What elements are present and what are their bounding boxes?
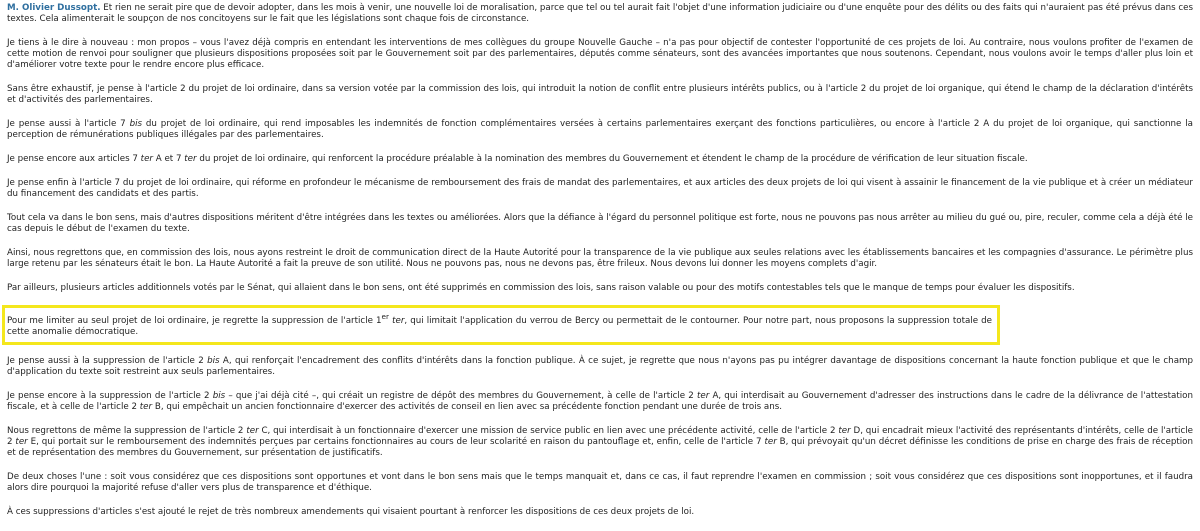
paragraph-11 [7, 356, 1193, 378]
paragraph-13-text-a: Nous regrettons de même la suppression de l'article 2 [7, 425, 247, 436]
paragraph-12-text-c: A, qui interdisait au Gouvernement d'adresser des instructions dans le cadre de la délivrance de l'attestation fiscale, et à celle de l'article 2 [7, 390, 1193, 412]
paragraph-13-text-e: B, qui prévoyait qu'un décret définisse les conditions de prise en charge des frais de réception et de représentation des membres du Gouvernement, sur présentation de justificatifs. [7, 436, 1193, 458]
paragraph-6: Je pense enfin à l'article 7 du projet de loi ordinaire, qui réforme en profondeur le mécanisme de remboursement des frais de mandat des parlementaires, et aux articles des deux projets de loi qui visent à assainir le financement de la vie publique et à créer un médiateur du financement des candidats et des partis. [7, 178, 1193, 199]
paragraph-10 [7, 311, 992, 338]
paragraph-2: Je tiens à le dire à nouveau : mon propos – vous l'avez déjà compris en entendant les interventions de mes collègues du groupe Nouvelle Gauche – n'a pas pour objectif de contester l'opportunité de ces projets de loi. Au contraire, nous voulons profiter de l'examen de cette motion de renvoi pour souligner que plusieurs dispositions proposées soit par le Gouvernement soit par des parlementaires, députés comme sénateurs, sont des avancées importantes que nous soutenons. Cependant, nous voulons avoir le temps d'aller plus loin et d'améliorer votre texte pour le rendre encore plus efficace. [7, 38, 1193, 70]
paragraph-10-text-b: , qui limitait l'application du verrou de Bercy ou permettait de le contourner. Pour notre part, nous proposons la suppression totale de cette anomalie démocratique. [7, 315, 992, 337]
paragraph-7: Tout cela va dans le bon sens, mais d'autres dispositions méritent d'être intégrées dans les textes ou améliorées. Alors que la défiance à l'égard du personnel politique est forte, nous ne pouvons pas nous arrêter au milieu du gué ou, pire, reculer, comme cela a déjà été le cas depuis le début de l'examen du texte. [7, 213, 1193, 234]
paragraph-10-superscript: er [381, 312, 389, 321]
highlighted-paragraph-box [2, 305, 1000, 345]
paragraph-4 [7, 119, 1193, 141]
paragraph-10-italic: ter [392, 315, 405, 326]
paragraph-12-italic-2: ter [696, 390, 710, 401]
paragraph-11-text-a: Je pense aussi à la suppression de l'article 2 [7, 355, 208, 366]
paragraph-10-text-a: Pour me limiter au seul projet de loi ordinaire, je regrette la suppression de l'article 1 [7, 315, 382, 326]
paragraph-8: Ainsi, nous regrettons que, en commission des lois, nous ayons restreint le droit de communication direct de la Haute Autorité pour la transparence de la vie publique aux seules relations avec les établissements bancaires et les compagnies d'assurance. Le périmètre plus large retenu par les sénateurs était le bon. La Haute Autorité a fait la preuve de son utilité. Nous ne pouvons pas, nous ne devons pas, être frileux. Nous devons lui donner les moyens complets d'agir. [7, 248, 1193, 269]
paragraph-12-text-a: Je pense encore à la suppression de l'article 2 [7, 390, 213, 401]
paragraph-4-text-b: du projet de loi ordinaire, qui rend imposables les indemnités de fonction complémentaires versées à certains parlementaires exerçant des fonctions particulières, ou encore à l'article 2 A du projet de loi organique, qui sanctionne la perception de rémunérations publiques illégales par des parlementaires. [7, 119, 1193, 140]
paragraph-5-italic-2: ter [184, 154, 197, 164]
paragraph-14: De deux choses l'une : soit vous considérez que ces dispositions sont opportunes et vont dans le bon sens mais que le temps manquait et, dans ce cas, il faut reprendre l'examen en commission ; soit vous considérez que ces dispositions sont inopportunes, et il faudra alors dire pourquoi la majorité refuse d'aller vers plus de transparence et d'éthique. [7, 471, 1193, 493]
paragraph-12-text-d: B, qui empêchait un ancien fonctionnaire d'exercer des activités de conseil en lien avec sa précédente fonction pendant une durée de trois ans. [152, 401, 783, 412]
paragraph-5-text-b: A et 7 [152, 154, 185, 164]
paragraph-3: Sans être exhaustif, je pense à l'article 2 du projet de loi ordinaire, dans sa version votée par la commission des lois, qui introduit la notion de conflit entre plusieurs intérêts publics, ou à l'article 2 du projet de loi organique, qui étend le champ de la déclaration d'intérêts et d'activités des parlementaires. [7, 84, 1193, 105]
paragraph-4-text-a: Je pense aussi à l'article 7 [7, 119, 130, 129]
paragraph-5-text-a: Je pense encore aux articles 7 [7, 154, 141, 164]
paragraph-11-italic: bis [207, 355, 220, 366]
paragraph-5 [7, 154, 1193, 165]
paragraph-11-text-b: A, qui renforçait l'encadrement des conflits d'intérêts dans la fonction publique. À ce sujet, je regrette que nous n'ayons pas pu intégrer davantage de dispositions concernant la haute fonction publique et que le champ d'application du texte soit restreint aux seuls parlementaires. [7, 355, 1193, 377]
speaker-name-link[interactable]: M. Olivier Dussopt. [7, 3, 101, 13]
paragraph-12-text-b: – que j'ai déjà cité –, qui créait un registre de dépôt des membres du Gouvernement, à celle de l'article 2 [225, 390, 697, 401]
paragraph-9: Par ailleurs, plusieurs articles additionnels votés par le Sénat, qui allaient dans le bon sens, ont été supprimés en commission des lois, sans raison valable ou pour des motifs contestables tels que le manque de temps pour évaluer les dispositifs. [7, 283, 1075, 293]
paragraph-13-italic-1: ter [246, 425, 259, 436]
paragraph-4-italic: bis [129, 119, 143, 129]
paragraph-1 [7, 3, 1193, 25]
paragraph-13-italic-2: ter [838, 425, 851, 436]
paragraph-13-italic-4: ter [764, 436, 777, 447]
paragraph-13-text-b: C, qui interdisait à un fonctionnaire d'exercer une mission de service public en lien avec une précédente activité, celle de l'article 2 [258, 425, 839, 436]
paragraph-5-text-c: du projet de loi ordinaire, qui renforcent la procédure préalable à la nomination des membres du Gouvernement et étendent le champ de la procédure de vérification de leur situation fiscale. [196, 154, 1028, 164]
paragraph-13 [7, 426, 1193, 459]
paragraph-1-text: Et rien ne serait pire que de devoir adopter, dans les mois à venir, une nouvelle loi de moralisation, parce que tel ou tel aurait fait l'objet d'une information judiciaire ou d'une enquête pour des délits ou des faits qui n'auraient pas été prévus dans ces textes. Cela alimenterait le soupçon de nos concitoyens sur le fait que les législations sont chaque fois de circonstance. [7, 3, 1194, 24]
paragraph-12-italic-3: ter [139, 401, 153, 412]
paragraph-13-text-c: D, qui encadrait mieux l'activité des représentants d'intérêts, celle de l'article 2 [7, 425, 1194, 447]
paragraph-13-text-d: E, qui portait sur le remboursement des indemnités perçues par certains fonctionnaires au cours de leur scolarité en raison du pantouflage et, enfin, celle de l'article 7 [27, 436, 765, 447]
paragraph-12 [7, 391, 1193, 413]
paragraph-15: À ces suppressions d'articles s'est ajouté le rejet de très nombreux amendements qui visaient pourtant à renforcer les dispositions de ces deux projets de loi. [7, 506, 695, 517]
transcript-document [7, 3, 1193, 531]
paragraph-5-italic-1: ter [140, 154, 153, 164]
paragraph-12-italic-1: bis [212, 390, 226, 401]
paragraph-13-italic-3: ter [15, 436, 28, 447]
